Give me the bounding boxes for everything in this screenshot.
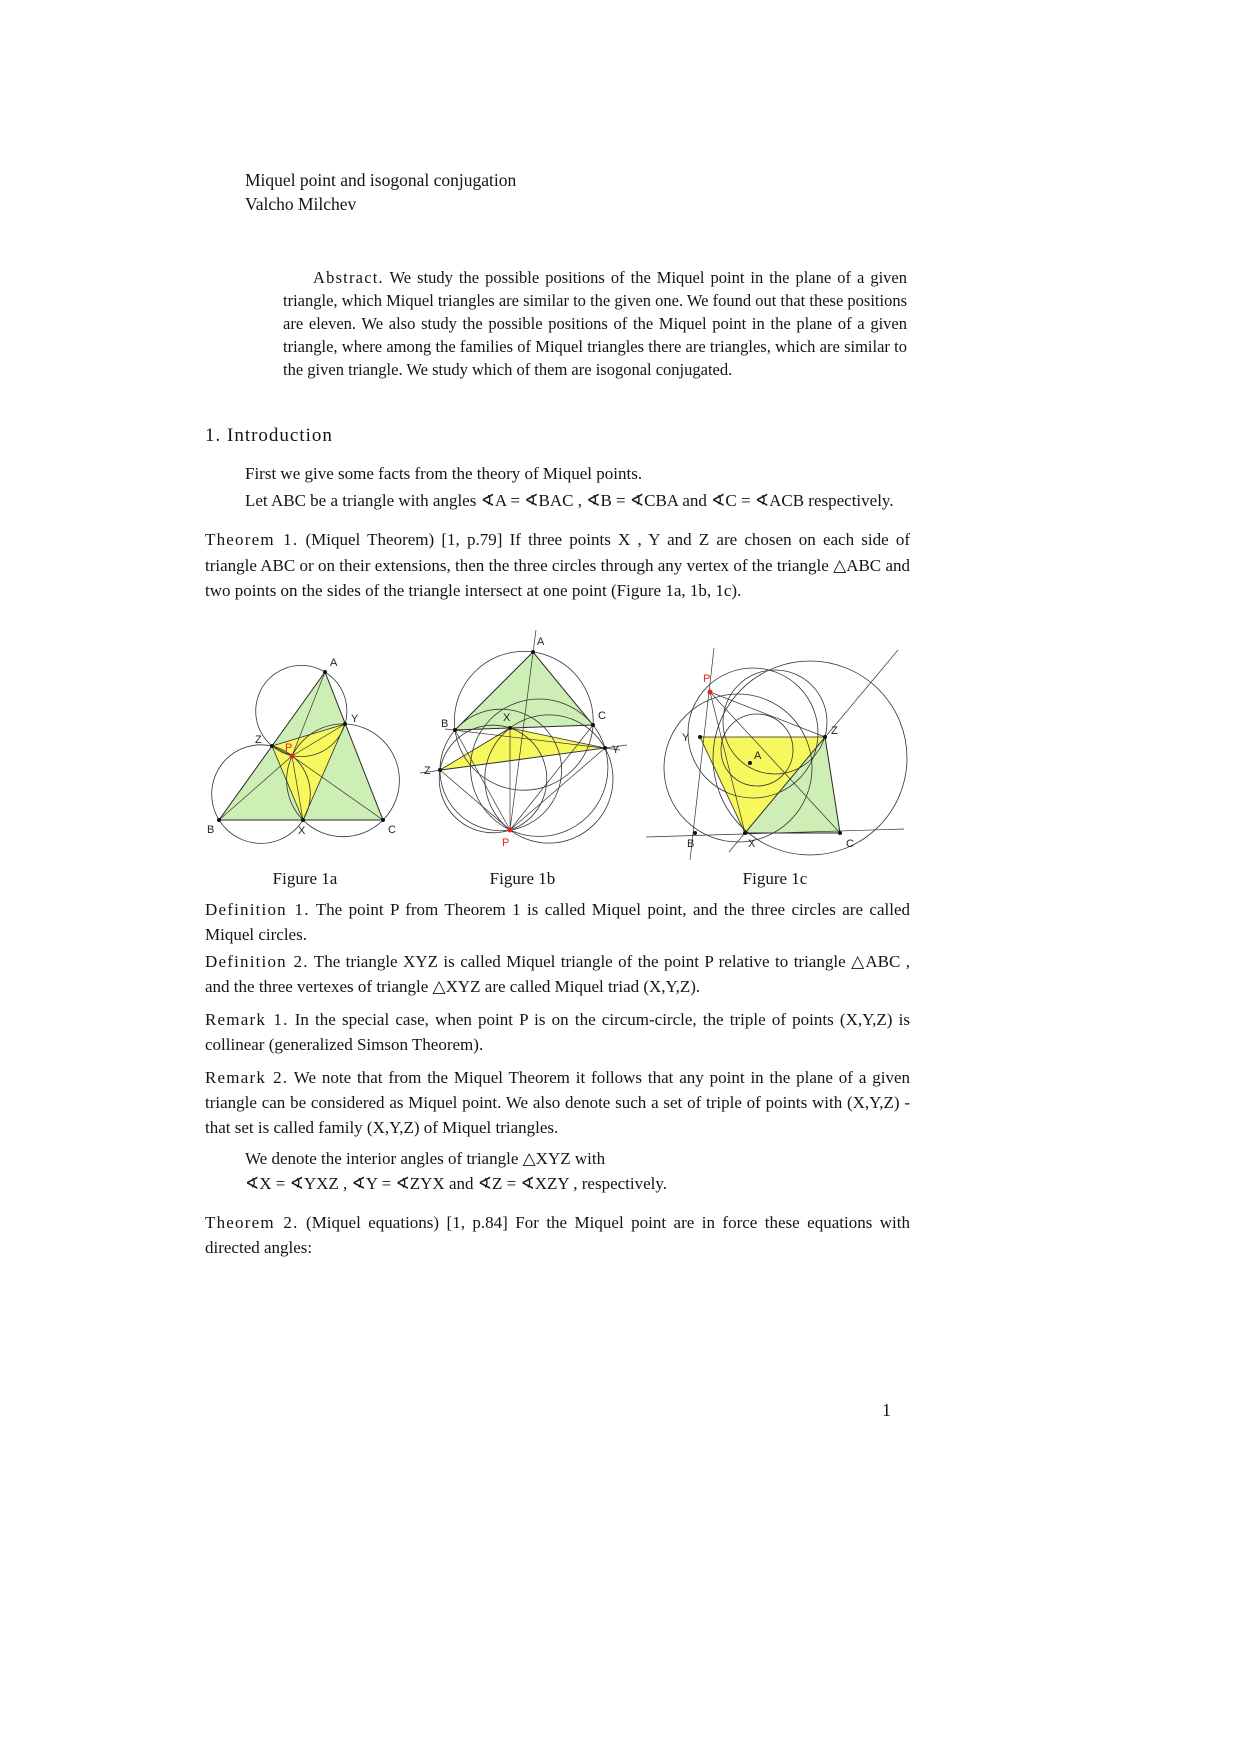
point-y-dot [698, 735, 702, 739]
point-a-dot [748, 761, 752, 765]
label-y: Y [682, 731, 690, 744]
figure-1b-diagram [415, 630, 630, 865]
point-c-dot [591, 723, 595, 727]
point-a-dot [531, 650, 535, 654]
remark-1-paragraph [205, 1007, 910, 1057]
definition-2-text: The triangle XYZ is called Miquel triangle of the point P relative to triangle △ABC , and the three vertexes of triangle △XYZ are called Miquel triad (X,Y,Z). [205, 951, 910, 996]
definition-2-paragraph [205, 949, 910, 999]
point-x-dot [301, 818, 305, 822]
figure-1c-diagram [640, 630, 910, 865]
figure-1c [640, 630, 910, 889]
figure-1a-diagram [205, 650, 405, 865]
intro-paragraph-1: First we give some facts from the theory of Miquel points. [245, 464, 643, 483]
construction-lines [420, 630, 627, 830]
abstract-paragraph [283, 266, 907, 381]
label-c: C [598, 709, 606, 722]
remark-2-text: We note that from the Miquel Theorem it follows that any point in the plane of a given triangle can be considered as Miquel point. We also denote such a set of triple of points with (X,Y,Z) - that set is called family (X,Y,Z) of Miquel triangles. [205, 1067, 910, 1137]
remark-2-paragraph [205, 1065, 910, 1140]
point-b-dot [453, 728, 457, 732]
label-a: A [537, 635, 545, 648]
point-z-dot [438, 768, 442, 772]
angles-line-2: ∢X = ∢YXZ , ∢Y = ∢ZYX and ∢Z = ∢XZY , respectively. [245, 1173, 668, 1193]
miquel-point-p-dot [508, 827, 513, 832]
figures-row [205, 630, 910, 889]
label-z: Z [255, 733, 262, 746]
point-z-dot [823, 735, 827, 739]
remark-1-text: In the special case, when point P is on the circum-circle, the triple of points (X,Y,Z) is collinear (generalized Simson Theorem). [205, 1009, 910, 1054]
label-c: C [388, 823, 396, 836]
definition-1-paragraph [205, 897, 910, 947]
figure-1a [205, 650, 405, 889]
label-p: P [703, 672, 711, 685]
abstract-text: We study the possible positions of the Miquel point in the plane of a given triangle, which Miquel triangles are similar to the given one. We found out that these positions are eleven. We also study the possible positions of the Miquel point in the plane of a given triangle, where among the families of Miquel triangles there are triangles, which are similar to the given triangle. We study which of them are isogonal conjugated. [283, 268, 907, 379]
theorem-1-label: Theorem 1. [205, 530, 299, 549]
miquel-point-p-dot [708, 689, 713, 694]
title-block [245, 0, 910, 216]
point-y-dot [603, 746, 607, 750]
definition-2-label: Definition 2. [205, 951, 309, 971]
label-b: B [441, 717, 449, 730]
point-b-dot [693, 831, 697, 835]
definition-1-text: The point P from Theorem 1 is called Miquel point, and the three circles are called Miquel circles. [205, 899, 911, 944]
point-y-dot [343, 722, 347, 726]
label-x: X [503, 711, 511, 724]
theorem-2-label: Theorem 2. [205, 1212, 299, 1232]
point-a-dot [323, 670, 327, 674]
paper-author: Valcho Milchev [245, 194, 357, 214]
text-column [205, 0, 910, 1260]
angles-line-1: We denote the interior angles of triangle △XYZ with [245, 1148, 606, 1168]
figure-1a-caption: Figure 1a [272, 868, 338, 888]
label-y: Y [612, 743, 620, 756]
figure-1c-caption: Figure 1c [742, 868, 808, 888]
miquel-point-p-dot [290, 753, 295, 758]
label-p: P [285, 741, 293, 754]
theorem-1-paragraph [205, 527, 910, 604]
point-c-dot [381, 818, 385, 822]
angles-paragraph [205, 1146, 910, 1196]
point-b-dot [217, 818, 221, 822]
theorem-1-text: (Miquel Theorem) [1, p.79] If three points X , Y and Z are chosen on each side of triangle ABC or on their extensions, then the three circles through any vertex of the triangle △ABC and two points on the sides of the triangle intersect at one point (Figure 1a, 1b, 1c). [205, 530, 911, 600]
label-x: X [298, 824, 306, 837]
label-b: B [207, 823, 215, 836]
point-c-dot [838, 831, 842, 835]
abstract-label: Abstract. [313, 268, 384, 287]
point-z-dot [270, 744, 274, 748]
label-z: Z [424, 764, 431, 777]
label-z: Z [831, 724, 838, 737]
triangle-abc [455, 652, 593, 730]
intro-paragraph-2: Let ABC be a triangle with angles ∢A = ∢BAC , ∢B = ∢CBA and ∢C = ∢ACB respectively. [245, 491, 894, 510]
paper-title: Miquel point and isogonal conjugation [245, 170, 517, 190]
section-heading-introduction: 1. Introduction [205, 425, 333, 446]
theorem-2-text: (Miquel equations) [1, p.84] For the Miquel point are in force these equations with directed angles: [205, 1212, 911, 1257]
remark-2-label: Remark 2. [205, 1067, 289, 1087]
page-number: 1 [882, 1400, 891, 1420]
remark-1-label: Remark 1. [205, 1009, 289, 1029]
label-c: C [846, 837, 854, 850]
label-b: B [687, 837, 695, 850]
figure-1b [415, 630, 630, 889]
theorem-2-paragraph [205, 1210, 910, 1260]
point-x-dot [508, 726, 512, 730]
label-a: A [330, 656, 338, 669]
point-x-dot [743, 831, 747, 835]
figure-1b-caption: Figure 1b [489, 868, 556, 888]
label-x: X [748, 837, 756, 850]
label-y: Y [351, 712, 359, 725]
definition-1-label: Definition 1. [205, 899, 310, 919]
label-p: P [502, 836, 510, 849]
label-a: A [754, 749, 762, 762]
